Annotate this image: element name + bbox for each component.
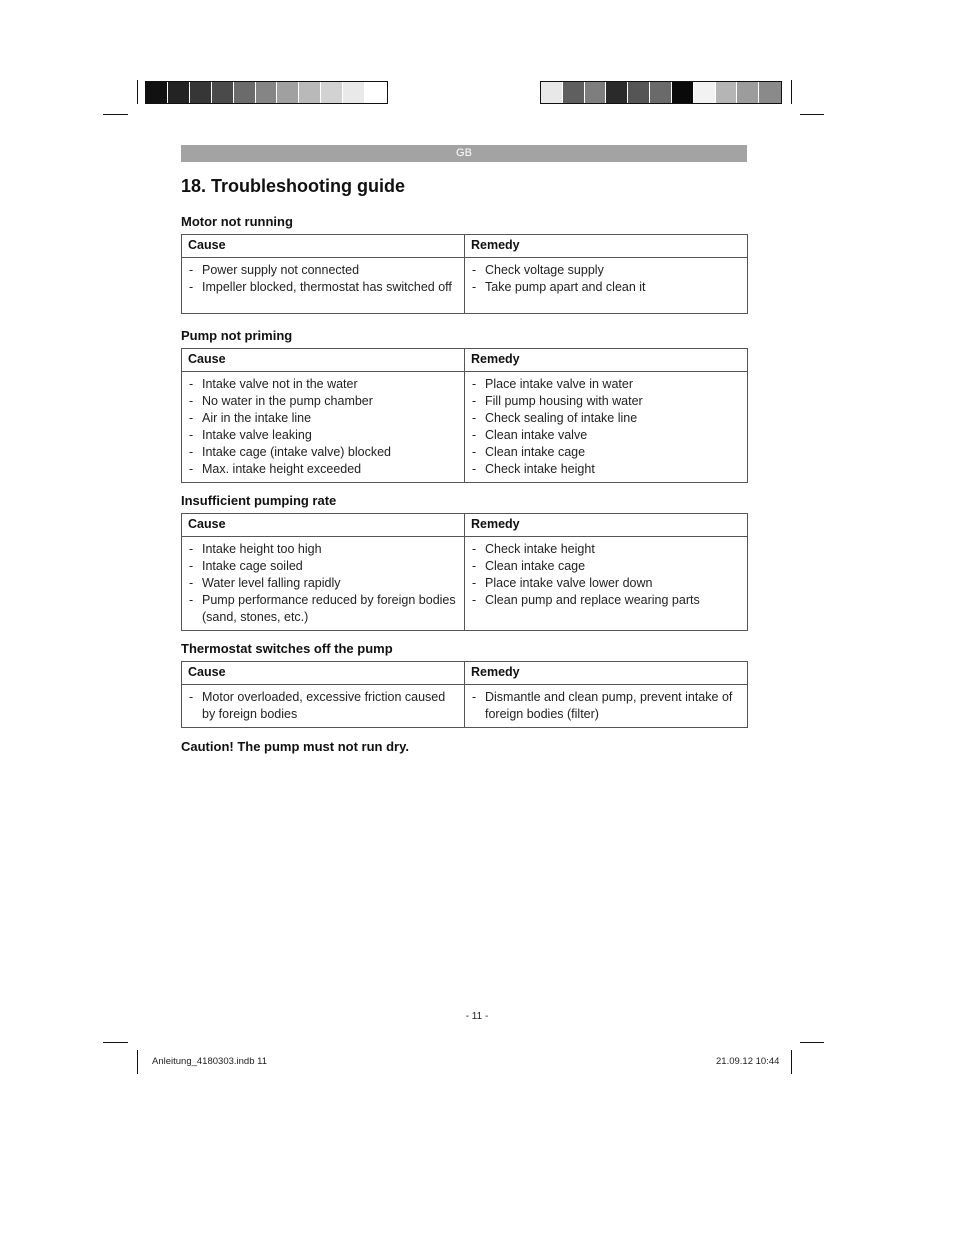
remedies-cell (465, 685, 748, 728)
list-item: - Intake valve leaking (188, 427, 458, 444)
color-swatch (694, 82, 716, 103)
list-item: - Water level falling rapidly (188, 575, 458, 592)
list-item: - Impeller blocked, thermostat has switched off (188, 279, 458, 296)
list-item: - Pump performance reduced by foreign bodies (sand, stones, etc.) (188, 592, 458, 626)
causes-cell (182, 685, 465, 728)
remedies-cell (465, 258, 748, 314)
crop-mark (800, 1042, 824, 1043)
remedy-column-header: Remedy (465, 349, 748, 372)
section-title-pump-not-priming: Pump not priming (181, 328, 293, 343)
list-item: - Check intake height (471, 541, 741, 558)
list-item: - Clean intake cage (471, 444, 741, 461)
cause-list (188, 376, 458, 478)
remedies-cell (465, 537, 748, 631)
table-row (182, 537, 748, 631)
list-item: - Check sealing of intake line (471, 410, 741, 427)
color-swatch (365, 82, 387, 103)
remedy-list (471, 262, 741, 296)
crop-mark (800, 114, 824, 115)
color-swatch (256, 82, 278, 103)
color-swatch (190, 82, 212, 103)
crop-mark (137, 80, 138, 104)
footer-datetime: 21.09.12 10:44 (716, 1056, 780, 1067)
list-item: - Check voltage supply (471, 262, 741, 279)
table-row (182, 258, 748, 314)
cause-column-header: Cause (182, 514, 465, 537)
remedy-list (471, 376, 741, 478)
causes-cell (182, 537, 465, 631)
list-item: - Place intake valve in water (471, 376, 741, 393)
cause-list (188, 262, 458, 296)
table-header-row (182, 514, 748, 537)
color-swatch (672, 82, 694, 103)
page-number: - 11 - (465, 1011, 489, 1022)
color-calibration-bar-right (540, 81, 782, 104)
list-item: - Check intake height (471, 461, 741, 478)
cause-list (188, 689, 458, 723)
color-swatch (541, 82, 563, 103)
color-swatch (277, 82, 299, 103)
list-item: - Intake cage (intake valve) blocked (188, 444, 458, 461)
color-swatch (606, 82, 628, 103)
color-swatch (716, 82, 738, 103)
table-row (182, 685, 748, 728)
list-item: - Motor overloaded, excessive friction caused by foreign bodies (188, 689, 458, 723)
remedy-list (471, 541, 741, 609)
troubleshooting-table-insufficient-pumping-rate (181, 513, 748, 631)
color-swatch (628, 82, 650, 103)
page-title: 18. Troubleshooting guide (181, 176, 406, 196)
causes-cell (182, 372, 465, 483)
crop-mark (103, 114, 128, 115)
list-item: - Intake cage soiled (188, 558, 458, 575)
list-item: - Max. intake height exceeded (188, 461, 458, 478)
list-item: - Air in the intake line (188, 410, 458, 427)
cause-column-header: Cause (182, 662, 465, 685)
list-item: - Power supply not connected (188, 262, 458, 279)
color-swatch (321, 82, 343, 103)
troubleshooting-table-pump-not-priming (181, 348, 748, 483)
troubleshooting-table-motor-not-running (181, 234, 748, 314)
list-item: - No water in the pump chamber (188, 393, 458, 410)
causes-cell (182, 258, 465, 314)
crop-mark (791, 80, 792, 104)
troubleshooting-table-thermostat-switches-off (181, 661, 748, 728)
color-swatch (585, 82, 607, 103)
remedy-list (471, 689, 741, 723)
remedy-column-header: Remedy (465, 514, 748, 537)
table-header-row (182, 235, 748, 258)
color-swatch (737, 82, 759, 103)
remedies-cell (465, 372, 748, 483)
list-item: - Intake valve not in the water (188, 376, 458, 393)
section-title-insufficient-pumping-rate: Insufficient pumping rate (181, 493, 337, 508)
crop-mark (103, 1042, 128, 1043)
color-swatch (212, 82, 234, 103)
cause-column-header: Cause (182, 235, 465, 258)
list-item: - Dismantle and clean pump, prevent intake of foreign bodies (filter) (471, 689, 741, 723)
footer-file-info: Anleitung_4180303.indb 11 (152, 1056, 267, 1067)
cause-list (188, 541, 458, 626)
table-header-row (182, 662, 748, 685)
section-title-thermostat-switches-off: Thermostat switches off the pump (181, 641, 393, 656)
color-swatch (146, 82, 168, 103)
table-header-row (182, 349, 748, 372)
color-swatch (234, 82, 256, 103)
list-item: - Clean pump and replace wearing parts (471, 592, 741, 609)
table-row (182, 372, 748, 483)
caution-note: Caution! The pump must not run dry. (181, 739, 409, 754)
color-swatch (563, 82, 585, 103)
cause-column-header: Cause (182, 349, 465, 372)
color-swatch (299, 82, 321, 103)
color-calibration-bar-left (145, 81, 388, 104)
language-header-band: GB (181, 145, 747, 162)
list-item: - Intake height too high (188, 541, 458, 558)
section-title-motor-not-running: Motor not running (181, 214, 293, 229)
color-swatch (650, 82, 672, 103)
remedy-column-header: Remedy (465, 235, 748, 258)
list-item: - Take pump apart and clean it (471, 279, 741, 296)
list-item: - Place intake valve lower down (471, 575, 741, 592)
color-swatch (759, 82, 781, 103)
list-item: - Clean intake cage (471, 558, 741, 575)
crop-mark (137, 1050, 138, 1074)
color-swatch (343, 82, 365, 103)
crop-mark (791, 1050, 792, 1074)
color-swatch (168, 82, 190, 103)
list-item: - Fill pump housing with water (471, 393, 741, 410)
remedy-column-header: Remedy (465, 662, 748, 685)
list-item: - Clean intake valve (471, 427, 741, 444)
